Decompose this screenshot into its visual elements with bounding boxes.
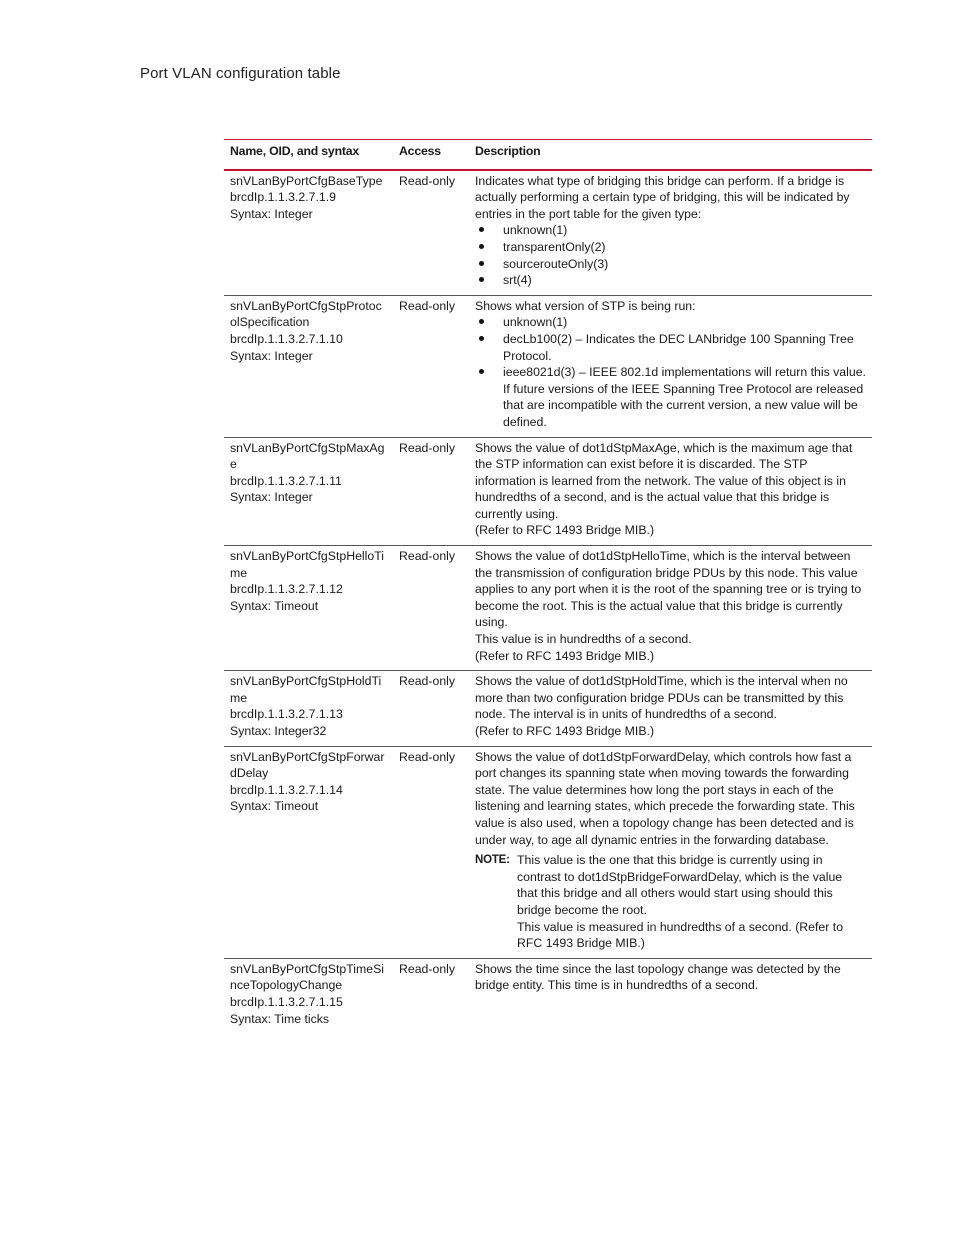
table-row (224, 437, 872, 546)
table-row (224, 170, 872, 296)
table-header-row (224, 140, 872, 170)
cell-access: Read-only (399, 298, 456, 313)
object-oid: brcdIp.1.1.3.2.7.1.14 (230, 782, 343, 797)
cell-name-oid-syntax (224, 958, 393, 1033)
description-paragraph: This value is in hundredths of a second. (475, 632, 692, 647)
bullet-item: ieee8021d(3) – IEEE 802.1d implementations will return this value. If future versions of the IEEE Spanning Tree Protocol are released that are incompatible with the current version, a new value will be defined. (475, 364, 866, 430)
description-paragraph: Indicates what type of bridging this bridge can perform. If a bridge is actually performing a certain type of bridging, this will be indicated by entries in the port table for the given type: (475, 173, 850, 221)
object-oid: brcdIp.1.1.3.2.7.1.10 (230, 331, 343, 346)
table-row (224, 671, 872, 746)
description-paragraph: Shows what version of STP is being run: (475, 298, 696, 313)
header-description: Description (475, 144, 541, 158)
bullet-item: unknown(1) (475, 222, 866, 239)
object-oid: brcdIp.1.1.3.2.7.1.12 (230, 582, 343, 597)
port-vlan-config-table (224, 139, 872, 1033)
table-body (224, 170, 872, 1034)
table-row (224, 746, 872, 958)
object-name: snVLanByPortCfgStpProtocolSpecification (230, 298, 382, 330)
object-name: snVLanByPortCfgStpTimeSinceTopologyChange (230, 961, 385, 993)
cell-description (469, 746, 872, 958)
description-paragraph: (Refer to RFC 1493 Bridge MIB.) (475, 648, 655, 663)
bullet-item: unknown(1) (475, 314, 866, 331)
description-paragraph: Shows the value of dot1dStpHoldTime, which is the interval when no more than two configuration bridge PDUs can be transmitted by this node. The interval is in units of hundredths of a second. (475, 674, 848, 722)
object-name: snVLanByPortCfgBaseType (230, 173, 383, 188)
object-name: snVLanByPortCfgStpForwardDelay (230, 749, 385, 781)
object-name: snVLanByPortCfgStpMaxAge (230, 440, 385, 472)
header-name-oid-syntax: Name, OID, and syntax (230, 144, 360, 158)
bullet-item: decLb100(2) – Indicates the DEC LANbridge 100 Spanning Tree Protocol. (475, 331, 866, 364)
cell-access: Read-only (399, 173, 456, 188)
table-row (224, 295, 872, 437)
note-paragraph: This value is measured in hundredths of a second. (Refer to RFC 1493 Bridge MIB.) (517, 919, 844, 951)
object-oid: brcdIp.1.1.3.2.7.1.15 (230, 994, 343, 1009)
note-body (517, 852, 866, 952)
object-syntax: Syntax: Integer (230, 490, 313, 505)
cell-name-oid-syntax (224, 746, 393, 958)
bullet-item: srt(4) (475, 272, 866, 289)
description-paragraph: Shows the value of dot1dStpHelloTime, which is the interval between the transmission of configuration bridge PDUs by this node. This value applies to any port when it is the root of the spanning tree or is trying to become the root. This is the actual value that this bridge is currently using. (475, 549, 862, 630)
description-paragraph: (Refer to RFC 1493 Bridge MIB.) (475, 724, 655, 738)
cell-name-oid-syntax (224, 437, 393, 546)
object-syntax: Syntax: Integer (230, 348, 313, 363)
object-oid: brcdIp.1.1.3.2.7.1.9 (230, 190, 336, 205)
object-name: snVLanByPortCfgStpHoldTime (230, 674, 382, 705)
cell-description (469, 170, 872, 296)
note-block (475, 852, 866, 952)
object-syntax: Syntax: Integer32 (230, 724, 327, 738)
cell-access: Read-only (399, 549, 456, 564)
cell-access: Read-only (399, 674, 456, 689)
table-row (224, 546, 872, 671)
cell-name-oid-syntax (224, 671, 393, 746)
bullet-item: sourcerouteOnly(3) (475, 256, 866, 273)
note-label: NOTE: (475, 854, 510, 867)
cell-access: Read-only (399, 749, 456, 764)
object-syntax: Syntax: Integer (230, 206, 313, 221)
bullet-item: transparentOnly(2) (475, 239, 866, 256)
cell-description (469, 671, 872, 746)
table-row (224, 958, 872, 1033)
cell-description (469, 958, 872, 1033)
object-syntax: Syntax: Timeout (230, 598, 319, 613)
object-syntax: Syntax: Timeout (230, 799, 319, 814)
cell-description (469, 437, 872, 546)
header-access: Access (399, 144, 441, 158)
description-paragraph: Shows the value of dot1dStpForwardDelay, which controls how fast a port changes its spanning state when moving towards the forwarding state. The value determines how long the port stays in each of the listening and learning states, which precede the forwarding state. This value is also used, when a topology change has been detected and is under way, to age all dynamic entries in the forwarding database. (475, 749, 855, 847)
cell-name-oid-syntax (224, 170, 393, 296)
description-paragraph: (Refer to RFC 1493 Bridge MIB.) (475, 523, 655, 538)
note-paragraph: This value is the one that this bridge is currently using in contrast to dot1dStpBridgeForwardDelay, which is the value that this bridge and all others would start using should this bridge become the root. (517, 853, 843, 917)
cell-name-oid-syntax (224, 295, 393, 437)
object-oid: brcdIp.1.1.3.2.7.1.13 (230, 707, 343, 722)
description-paragraph: Shows the value of dot1dStpMaxAge, which is the maximum age that the STP information can exist before it is discarded. The STP information is learned from the network. The value of this object is in hundredths of a second, and is the actual value that this bridge is currently using. (475, 440, 853, 521)
cell-description (469, 295, 872, 437)
cell-description (469, 546, 872, 671)
object-name: snVLanByPortCfgStpHelloTime (230, 549, 385, 580)
cell-access: Read-only (399, 440, 456, 455)
cell-access: Read-only (399, 961, 456, 976)
bullet-list (475, 222, 866, 288)
page-header: Port VLAN configuration table (140, 65, 341, 82)
description-paragraph: Shows the time since the last topology change was detected by the bridge entity. This time is in hundredths of a second. (475, 961, 841, 993)
cell-name-oid-syntax (224, 546, 393, 671)
object-oid: brcdIp.1.1.3.2.7.1.11 (230, 473, 342, 488)
object-syntax: Syntax: Time ticks (230, 1011, 330, 1026)
bullet-list (475, 314, 866, 430)
